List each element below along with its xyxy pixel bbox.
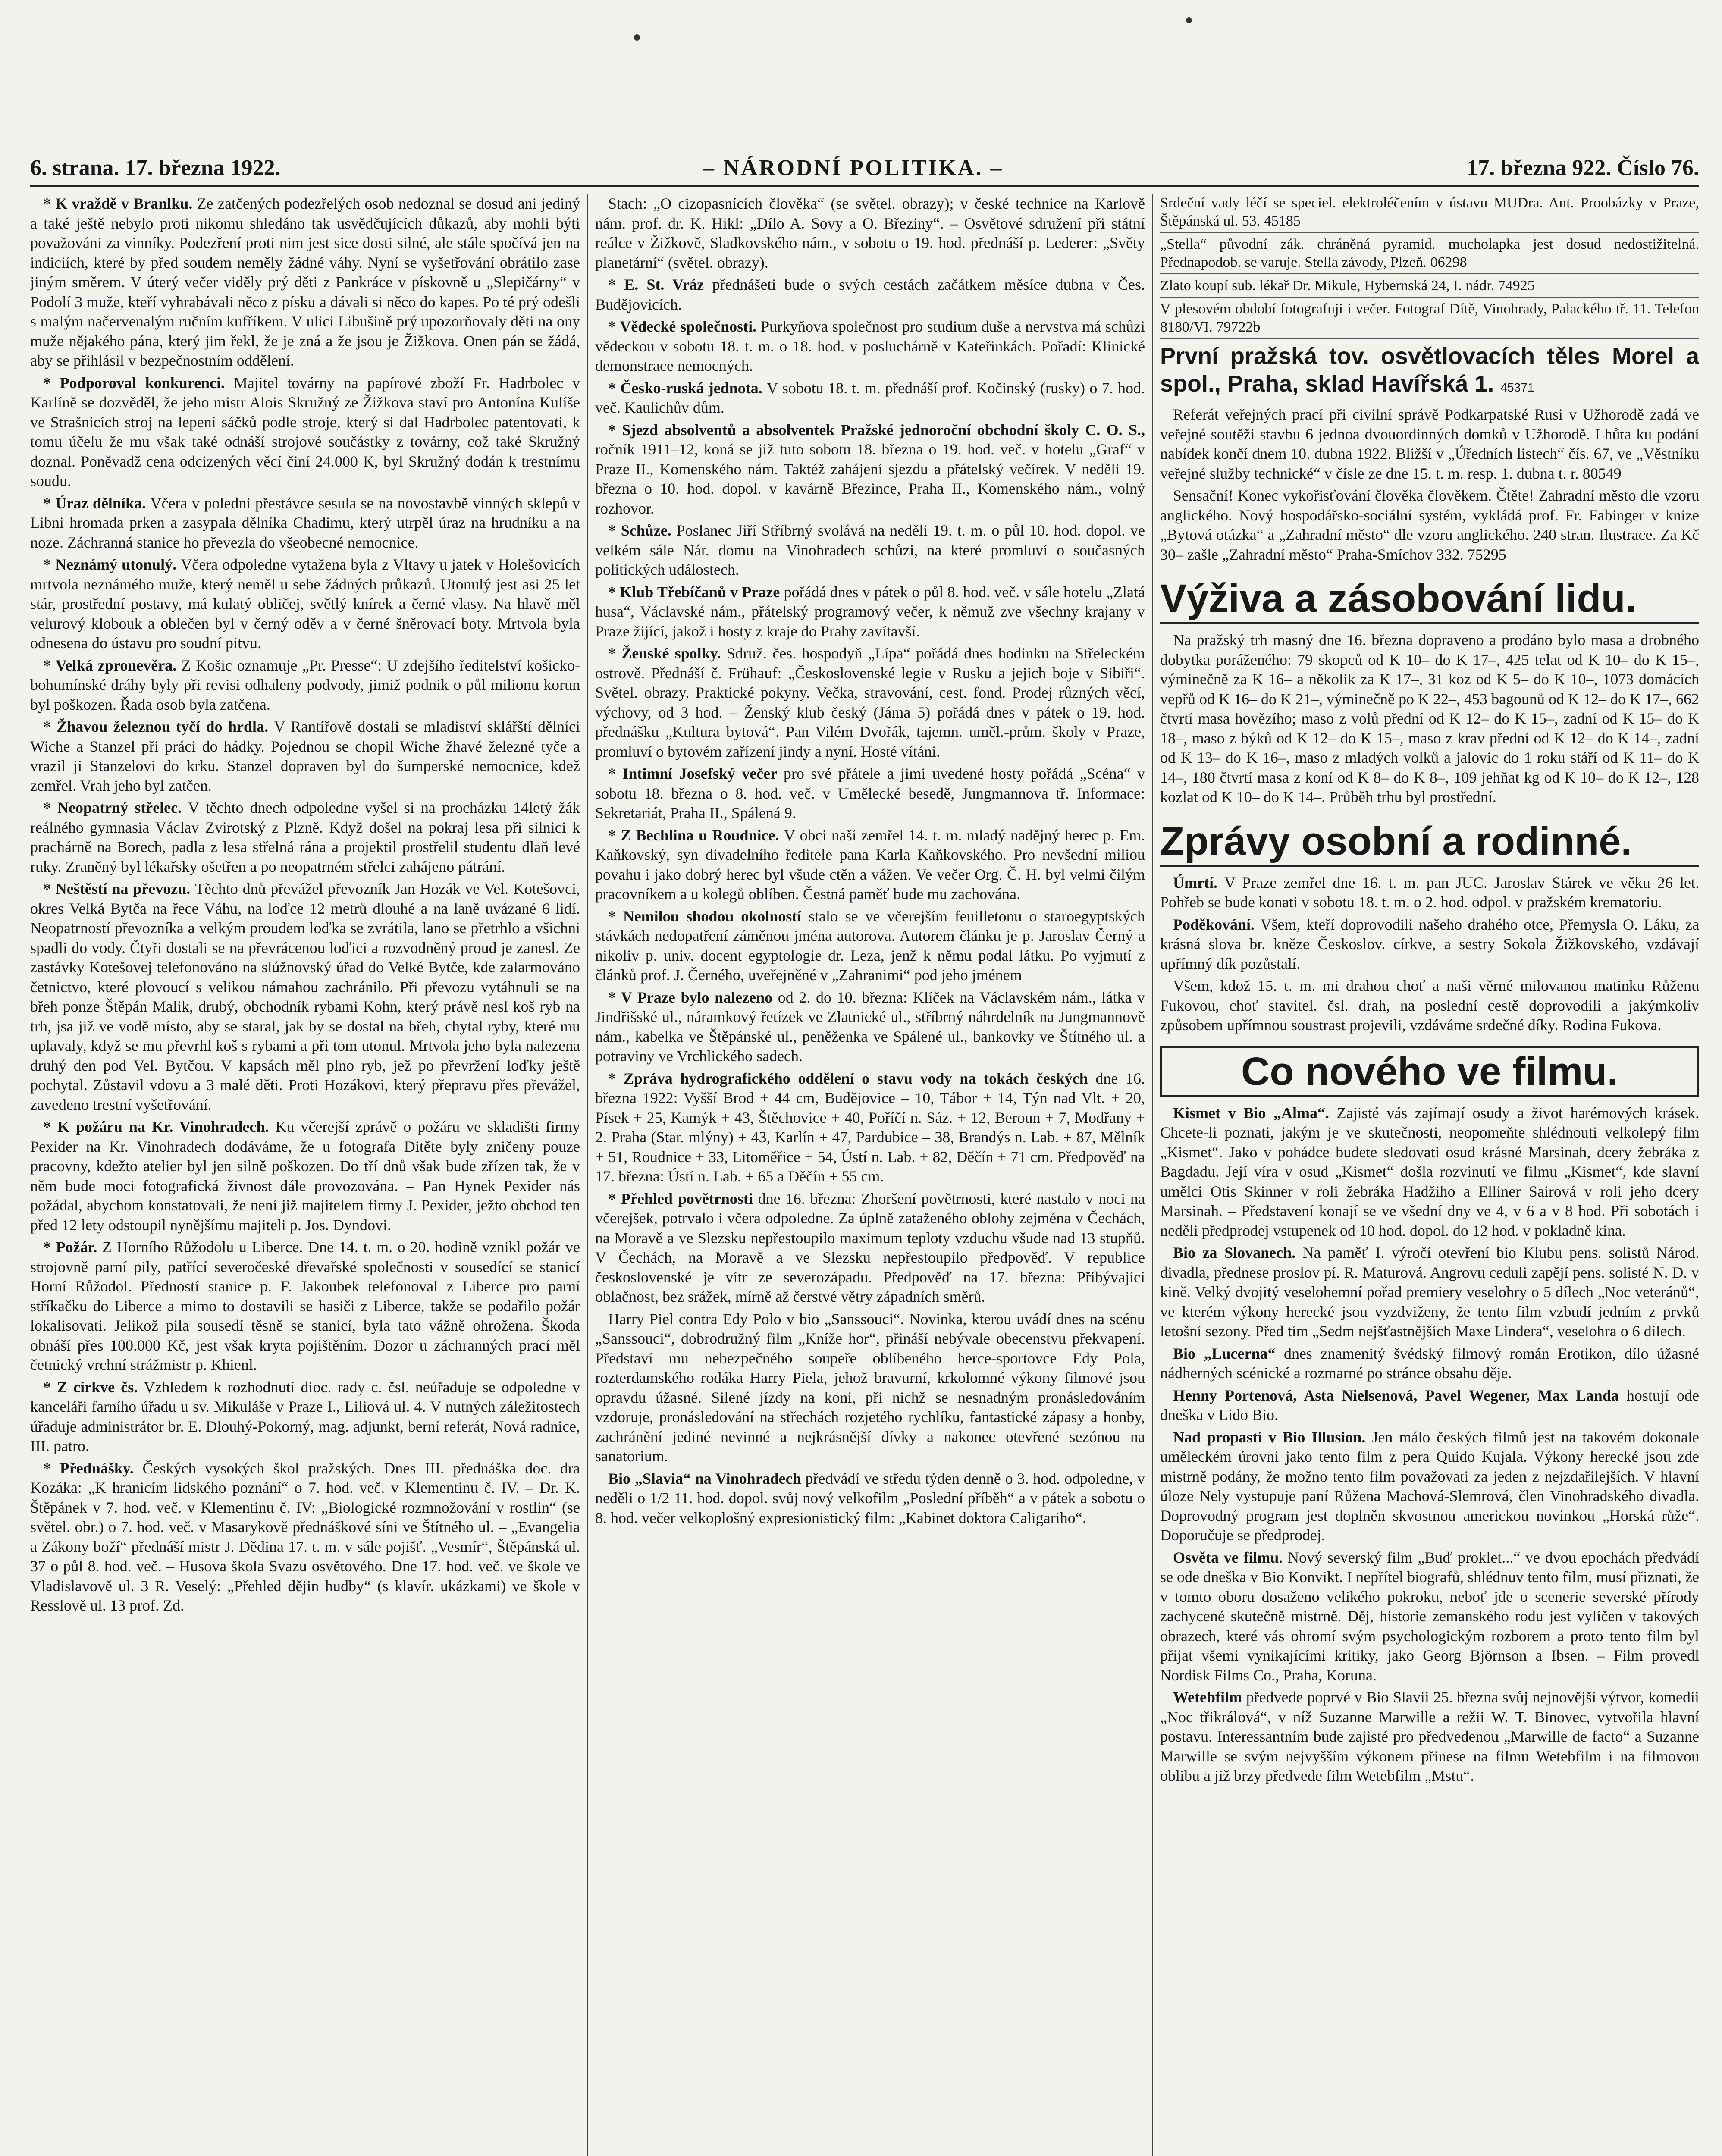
article-paragraph [595,521,1145,580]
article-paragraph [30,798,580,877]
article-text: V těchto dnech odpoledne vyšel si na procházku 14letý žák reálného gymnasia Václav Zvirotský z Plzně. Když došel na pokraj lesa při silnici k prachárně na Borech, padla z lesa střelná rána a projektil prostřelil studentu dlaň levé ruky. Zraněný byl lékařsky ošetřen a po neopatrném střelci zahájeno pátrání. [30,799,580,875]
article-text: dnes znamenitý švédský filmový román Erotikon, dílo úžasné nádherných scénické a rozmarné po stránce obsahu děje. [1160,1344,1699,1382]
article-heading: * Intimní Josefský večer [608,765,784,782]
column-1 [30,194,580,2156]
column-divider [587,194,588,2156]
ad-3: V plesovém období fotografuji i večer. Fotograf Dítě, Vinohrady, Palackého tř. 11. Telefon 8180/VI. 79722b [1160,300,1699,339]
column-2 [595,194,1145,2156]
column-3 [1160,194,1699,2156]
article-heading: * Úraz dělníka. [43,494,151,512]
article-text: hostují ode dneška v Lido Bio. [1160,1386,1699,1423]
article-heading: * V Praze bylo nalezeno [608,988,778,1006]
section-film [1160,1103,1699,1786]
article-paragraph [30,1378,580,1456]
article-paragraph [30,555,580,653]
article-paragraph [595,317,1145,376]
article-paragraph [1160,1103,1699,1241]
masthead-title: – NÁRODNÍ POLITIKA. – [703,156,1004,180]
article-text: Poslanec Jiří Stříbrný svolává na neděli 19. t. m. o půl 10. hod. dopol. ve velkém sále Nár. domu na Vinohradech schůzi, na které promluví o současných politických událostech. [595,522,1145,578]
article-text: pořádá dnes v pátek o půl 8. hod. več. v sále hotelu „Zlatá husa“, Václavské nám., přátelský programový večer, k němuž zve všechny krajany v Praze žijící, jakož i hosty z kraje do Prahy zavítavší. [595,583,1145,640]
ad-paragraph: Sensační! Konec vykořisťování člověka člověkem. Čtěte! Zahradní město dle vzoru anglického. Nový hospodářsko-sociální systém, vykládá prof. Fr. Fabinger v knize „Bytová otázka“ a „Zahradní město“ dle vzoru anglického. 240 stran. Ilustrace. Za Kč 30– zašle „Zahradní město“ Praha-Smíchov 332. 75295 [1160,487,1699,563]
article-heading: Osvěta ve filmu. [1173,1548,1288,1566]
article-paragraph [595,1189,1145,1307]
article-text: Nový severský film „Buď proklet...“ ve dvou epochách předvádí se ode dneška v Bio Konvikt. I nepřítel biografů, shlédnuv tento film, musí přiznati, že v tomto oboru dosaženo velikého pokroku, neboť jde o scenerie severské přírody zachycené skutečně mistrně. Děj, historie zemanského rodu jest vylíčen v takových obrazech, které vás ohromí svým psychologickým rozborem a proto tento film byl přijat všemi vynikajícími kritiky, jako Georg Björnson a Ibsen. – Film provedl Nordisk Films Co., Praha, Koruna. [1160,1548,1699,1684]
article-text: Stach: „O cizopasnících člověka“ (se světel. obrazy); v české technice na Karlově nám. prof. dr. K. Hikl: „Dílo A. Sovy a O. Březiny“. – Osvětové sdružení při státní reálce v Žižkově, Sladkovského nám., v sobotu o 19. hod. přednáší p. Lederer: „Světy planetární“ (světel. obrazy). [595,195,1145,271]
article-paragraph [595,1469,1145,1528]
article-text: V Rantířově dostali se mladiství sklářští dělníci Wiche a Stanzel při práci do hádky. Pojednou se chopil Wiche žhavé železné tyče a vrazil ji Stanzelovi do krku. Stanzel dopraven byl do šumperské nemocnice, kdež zemřel. Vrah jeho byl zatčen. [30,718,580,794]
article-paragraph [30,1117,580,1235]
article-text: stalo se ve včerejším feuilletonu o staroegyptských stávkách nedopatření záměnou jména autorova. Autorem článku je p. Jaroslav Černý a nikoliv p. univ. docent egyptologie dr. Leza, jenž k němu podal látku. Po vyjmutí z článků prof. J. Černého, uveřejněné v „Zahranimi“ pod jeho jménem [595,907,1145,984]
article-text: Jen málo českých filmů jest na takovém dokonale uměleckém úrovni jako tento film z pera Quido Kujala. Výkony herecké jsou zde mistrně podány, že možno tento film považovati za jeden z nejzdařilejších. V hlavní úloze Nely vystupuje paní Růžena Machová-Slemrová, člen Vinohradského divadla. Doprovodný program jest doplněn skvostnou americkou novinkou „Horská růže“. Doporučuje se předprodej. [1160,1428,1699,1544]
article-text: Majitel továrny na papírové zboží Fr. Hadrbolec v Karlíně se dozvěděl, že jeho mistr Alois Skružný ze Žižkova staví pro Antonína Kulíše ve Strašnicích stroj na lepení sáčků podle stroje, který si dal Hadrbolec patentovati, k tomu účelu že mu však také odnáší strojové součástky z továrny, což také Skružný doznal. Poněvadž cena odcizených věcí činí 24.000 K, byl Skružný dodán k trestnímu soudu. [30,374,580,489]
article-text: Z Horního Růžodolu u Liberce. Dne 14. t. m. o 20. hodině vznikl požár ve strojovně parní pily, patřící severočeské dřevařské společnosti v sousedící se stanicí Horní Růžodol. Předností stanice p. F. Jakoubek telefonoval z Liberce pro parní stříkačku do Liberce a mimo to dostavili se hasiči z Liberce, takže se podařilo požár lokalisovati. Jelikož pila sousedí těsně se stanicí, byla tato vážně ohrožena. Škoda obnáší přes 100.000 Kč, jest však kryta pojištěním. Dozor u záchranných prací měl četnický vrchní strážmistr p. Khienl. [30,1238,580,1373]
article-paragraph [30,656,580,715]
section-title-personal: Zprávy osobní a rodinné. [1160,818,1699,867]
article-text: Zajisté vás zajímají osudy a život harémových krásek. Chcete-li poznati, jakým je ve skutečnosti, neopomeňte shlédnouti velkolepý film „Kismet“. Jako v pohádce budete sledovati osud krásné Marsinah, dcery žebráka z Bagdadu. Její víra v osud „Kismet“ došla rozvinutí ve filmu „Kismet“, kde slavní umělci Otis Skinner v roli žebráka Hadžiho a Elliner Sairová v roli jeho dcery Marsinah. – Představení konají se ve všední dny ve 4, v 6 a v 8 hod. Při sobotách i neděli předprodej vstupenek od 10 hod. dopol. do 12 hod. v pokladně kina. [1160,1104,1699,1239]
article-paragraph [1160,1386,1699,1425]
scan-speck [1186,17,1192,23]
article-paragraph [1160,1344,1699,1383]
article-text: V Praze zemřel dne 16. t. m. pan JUC. Jaroslav Stárek ve věku 26 let. Pohřeb se bude konati v sobotu 18. t. m. o 2. hod. odpol. v pražském krematoriu. [1160,874,1699,911]
article-text: Těchto dnů převážel převozník Jan Hozák ve Vel. Kotešovci, okres Velká Bytča na řece Váhu, na loďce 12 metrů dlouhé a na laně uvázané 6 lidí. Neopatrností převozníka a velkým proudem loďka se zvrátila, lano se přetrhlo a všichni spadli do vody. Čtyři dostali se na převrácenou loďici a rozvodněný proud je zanesl. Ze zastávky Kotešovej telefonováno na slúžnovský úřad do Velké Bytče, kde zalarmováno četnictvo, které plovoucí s velikou námahou zachránilo. Při převozu vytáhnuli se na břeh ponze Štěpán Malik, drubý, obchodník rybami Kohn, který právě nesl koš ryb na trh, jsa již ve vodě místo, aby se staral, jak by se dostal na břeh, chytal ryby, které mu uplavaly, když se mu převrhl koš s rybami a při tom utonul. Mrtvola jeho byla nalezena druhý den pod Vel. Bytčou. V kapsách měl plno ryb, jež po převržení loďky ještě pochytal. Zůstavil vdovu a 3 malé děti. Proti Hozákovi, který přepravu přes převážel, zavedeno trestní vyšetřování. [30,880,580,1113]
article-text: přednášeti bude o svých cestách začátkem měsíce dubna v Čes. Budějovicích. [595,276,1145,313]
article-heading: * Klub Třebíčanů v Praze [608,583,784,601]
article-paragraph [595,194,1145,273]
article-text: Všem, kteří doprovodili našeho drahého otce, Přemysla O. Láku, za krásná slova br. kněze Českoslov. církve, a sestry Sokola Žižkovského, vzdávají upřímný dík pozůstalí. [1160,915,1699,972]
article-heading: * Schůze. [608,522,677,539]
article-paragraph [30,194,580,371]
article-text: předvede poprvé v Bio Slavii 25. března svůj nejnovější výtvor, komedii „Noc třikrálová“, v níž Suzanne Marwille a režii W. T. Binovec, vytvořila hlavní postavu. Interessantním bude zajisté pro předvedenou „Marwille de facto“ a Suzanne Marwille se svým nejvyšším výkonem přinese na filmu Wetebfilm i na filmovou oblibu a již brzy předvede film Wetebfilm „Mstu“. [1160,1689,1699,1784]
ad-big-code: 45371 [1500,381,1534,394]
article-text: Českých vysokých škol pražských. Dnes III. přednáška doc. dra Kozáka: „K hranicím lidského poznání“ o 7. hod. več. v Klementinu č. IV. – Dr. K. Štěpánek v 7. hod. več. v Klementinu č. IV: „Biologické rozmnožování v rostlin“ (se světel. obr.) o 7. hod. več. v Masarykově přednáškové síni ve Štítného ul. – „Evangelia a Zákony boží“ přednáší mistr J. Dědina 17. t. m. v sále pojišť. „Vesmír“, Štěpánská ul. 37 o půl 8. hod. več. – Husova škola Svazu osvětového. Dne 17. hod. več. ve škole ve Vladislavově ul. 3 R. Veselý: „Přehled dějin hudby“ (s klavír. ukázkami) ve škole v Resslově ul. 13 prof. Zd. [30,1459,580,1614]
article-heading: Bio za Slovanech. [1173,1244,1303,1261]
ad-1: „Stella“ původní zák. chráněná pyramid. mucholapka jest dosud nedostižitelná. Přednapodob. se varuje. Stella závody, Plzeň. 06298 [1160,235,1699,274]
ad-2: Zlato koupí sub. lékař Dr. Mikule, Hybernská 24, I. nádr. 74925 [1160,277,1699,298]
article-paragraph [595,420,1145,519]
article-paragraph [1160,1428,1699,1545]
article-paragraph [1160,976,1699,1035]
article-text: V sobotu 18. t. m. přednáší prof. Kočinský (rusky) o 7. hod. več. Kaulichův dům. [595,379,1145,416]
article-paragraph [30,717,580,796]
section-text-food: Na pražský trh masný dne 16. března dopraveno a prodáno bylo masa a drobného dobytka poráženého: 79 skopců od K 10– do K 17–, 425 telat od K 10– do K 15–, výminečně za K 16– a několik za K 17–, 31 koz od K 5– do K 10–, 1073 domácích vepřů od K 16– do K 21–, výminečně po K 22–, 453 bagounů od K 12– do K 17–, 662 čtvrtí masa hovězího; maso z volů přední od K 12– do K 15–, zadní od K 15– do K 18–, maso z býků od K 12– do K 15–, maso z krav přední od K 12– do K 14–, zadní od K 13– do K 16–, maso z mladých volků a jalovic do 1 roku stáří od K 11– do K 14–, 180 čtvrtí masa z koní od K 8– do K 8–, 109 jehňat kg od K 10– do K 12–, 128 kozlat od K 10– do K 14–. Průběh trhu byl prostřední. [1160,631,1699,805]
article-text: Všem, kdož 15. t. m. mi drahou choť a naši věrné milovanou matinku Růženu Fukovou, choť stavitel. čsl. drah, na poslední cestě doprovodili a jakýmkoliv způsobem upřímnou soustrast projevili, vzdáváme srdečné díky. Rodina Fukova. [1160,977,1699,1034]
article-paragraph [595,583,1145,642]
article-paragraph [595,1310,1145,1467]
article-text: pro své přátele a jimi uvedené hosty pořádá „Scéna“ v sobotu 18. března o 8. hod. več. v Umělecké besedě, Jungmannova tř. Informace: Sekretariát, Praha II., Spálená 9. [595,765,1145,821]
article-paragraph [30,494,580,553]
article-text: Purkyňova společnost pro studium duše a nervstva má schůzi vědeckou v sobotu 18. t. m. o 18. hod. v posluchárně v Kateřinkách. Pořadí: Klinické demonstrace nemocných. [595,318,1145,374]
article-text: Vzhledem k rozhodnutí dioc. rady c. čsl. neúřaduje se odpoledne v kanceláři farního úřadu u sv. Mikuláše v Praze I., Liliová ul. 4. V nutných záležitostech úřaduje administrátor br. E. Dlouhý-Pokorný, mag. adjunkt, berní referát, Nová radnice, III. patro. [30,1378,580,1454]
section-title-film: Co nového ve filmu. [1160,1046,1699,1097]
article-heading: Bio „Slavia“ na Vinohradech [608,1470,806,1487]
article-heading: * Zpráva hydrografického oddělení o stavu vody na tokách českých [608,1069,1096,1087]
ad-big [1160,342,1699,401]
article-paragraph [595,988,1145,1066]
article-text: ročník 1911–12, koná se již tuto sobotu 18. března o 19. hod. več. v hotelu „Graf“ v Praze II., Komenského nám. Taktéž zahájení sjezdu a přátelský večírek. V neděli 19. března o 10. hod. dopol. v kavárně Březince, Praha II., Komenského nám., volný rozhovor. [595,441,1145,517]
article-paragraph [1160,873,1699,912]
article-paragraph [30,1238,580,1375]
article-paragraph [30,373,580,491]
header-left: 6. strana. 17. března 1922. [30,156,281,180]
article-text: Včera v poledni přestávce sesula se na novostavbě vinných sklepů v Libni hromada prken a zasypala dělníka Chadimu, který utrpěl úraz na hrudníku a na noze. Záchranná stanice ho převezla do všeobecné nemocnice. [30,494,580,551]
article-heading: Úmrtí. [1173,874,1225,891]
article-text: Na paměť I. výročí otevření bio Klubu pens. solistů Národ. divadla, přednese proslov pí. R. Maturová. Angrovu ceduli zapějí pens. solisté N. D. v kině. Velký dvojitý veselohemní pořad premiery veselohry o 5 dílech „Noc veteránů“, ve kterém výkony herecké jsou vyzdviženy, že tento film vzbudí jedním z prvků letošní sezony. Před tím „Sedm nejšťastnějších Maxe Lindera“, veselohra o 6 dílech. [1160,1244,1699,1340]
page-header [30,155,1699,187]
article-heading: Henny Portenová, Asta Nielsenová, Pavel Wegener, Max Landa [1173,1386,1627,1404]
article-heading: * Přehled povětrnosti [608,1190,758,1207]
article-heading: * Ženské spolky. [608,645,727,662]
article-paragraph [1160,1243,1699,1341]
article-text: od 2. do 10. března: Klíček na Václavském nám., látka v Jindřišské ul., náramkový řetízek ve Zlatnické ul., stříbrný náhrdelník na Jungmannově nám., kabelka ve Štěpánské ul., peněženka ve Spálené ul., bankovky ve Štítného ul. a potraviny ve Vrchlického sadech. [595,988,1145,1065]
article-heading: * Česko-ruská jednota. [608,379,767,397]
article-paragraph [1160,1688,1699,1786]
article-paragraph [1160,1548,1699,1686]
ad-paragraph: Referát veřejných prací při civilní správě Podkarpatské Rusi v Užhorodě zadá ve veřejné soutěži stavbu 6 jednoa dvouordinných domků v Užhorodě. Lhůta ku podání nabídek končí dnem 10. dubna 1922. Bližší v „Úředních listech“ čís. 67, ve „Věstníku veřejné služby technické“ v čísle ze dne 15. t. m. resp. 1. dubna t. r. 80549 [1160,406,1699,482]
article-heading: Nad propastí v Bio Illusion. [1173,1428,1372,1446]
article-paragraph [595,907,1145,985]
column-divider [1152,194,1153,2156]
article-text: dne 16. března 1922: Vyšší Brod + 44 cm, Budějovice – 10, Tábor + 14, Týn nad Vlt. + 20, Písek + 25, Kamýk + 43, Štěchovice + 40, Poříčí n. Sáz. + 12, Beroun + 7, Modřany + 2. Praha (Star. mlýny) + 43, Karlín + 47, Pardubice – 38, Brandýs n. Lab. + 87, Mělník + 51, Roudnice + 33, Litoměřice + 54, Ústí n. Lab. + 82, Děčín + 71 cm. Předpověď na 17. března: Ústí n. Lab. + 65 a Děčín + 55 cm. [595,1069,1145,1185]
section-personal [1160,873,1699,1035]
article-heading: * K vraždě v Branlku. [43,195,197,212]
article-paragraph [30,1459,580,1616]
article-text: Z Košic oznamuje „Pr. Presse“: U zdejšího ředitelství košicko-bohumínské dráhy byly při revisi odhaleny podvody, jimiž podnik o půl milionu korun byl poškozen. Řada osob byla zatčena. [30,656,580,713]
article-heading: Bio „Lucerna“ [1173,1344,1284,1362]
article-heading: * Neopatrný střelec. [43,799,188,816]
article-heading: * Z Bechlina u Roudnice. [608,826,784,844]
article-heading: * Přednášky. [43,1459,143,1477]
article-heading: * Neštěstí na převozu. [43,880,195,897]
article-heading: * Vědecké společnosti. [608,318,761,335]
article-text: V obci naší zemřel 14. t. m. mladý nadějný herec p. Em. Kaňkovský, syn divadelního ředitele pana Karla Kaňkovského. Pro nevšední miliou povahu i jako dobrý herec byl všude ctěn a vážen. Ve večer Org. Č. H. byl velmi čilým pracovníkem a u kolegů oblíben. Čestná paměť bude mu zachována. [595,826,1145,903]
article-heading: * Sjezd absolventů a absolventek Pražské jednoroční obchodní školy C. O. S., [608,421,1145,439]
article-text: předvádí ve středu týden denně o 3. hod. odpoledne, v neděli o 1/2 11. hod. dopol. svůj nový velkofilm „Poslední příběh“ a v pátek a sobotu o 8. hod. večer velkoplošný expresionistický film: „Kabinet doktora Caligariho“. [595,1470,1145,1526]
article-text: Sdruž. čes. hospodyň „Lípa“ pořádá dnes hodinku na Střeleckém ostrově. Přednáší č. Frühauf: „Československé legie v Rusku a jejich boje v Sibiři“. Světel. obrazy. Praktické pokyny. Večka, stravování, cest. fond. Prodej různých věcí, výchovy, od 3 hod. – Ženský klub český (Jáma 5) pořádá dnes v pátek o 19. hod. přednášku „Kultura bytová“. Pan Vilém Dvořák, tajemn. uměl.-prům. školy v Praze, promluví o bytovém zařízení jindy a nyní. Hosté vítáni. [595,645,1145,760]
section-title-food: Výživa a zásobování lidu. [1160,575,1699,624]
newspaper-page [30,0,1699,2156]
article-paragraph [595,275,1145,314]
article-text: Harry Piel contra Edy Polo v bio „Sanssouci“. Novinka, kterou uvádí dnes na scénu „Sanssouci“, dobrodružný film „Kníže hor“, přináší nebývale obecenstvu překvapení. Představí mu nebezpečného soupeře oblíbeného herce-sportovce Edy Pola, rozterdamského rodáka Harry Piela, jehož bravurní, krkolomné výkony filmové jsou opravdu úžasné. Silené jízdy na koni, při nichž se nesnadným pronásledováním vzdoruje, pronásledování na střechách rozjetého rychlíku, fantastické zápasy a honby, zachránění jediné nevinné a nejkrásnější dívky a nakonec otevřené sezónou na sanatorium. [595,1310,1145,1465]
article-heading: * E. St. Vráz [608,276,712,293]
article-text: Ku včerejší zprávě o požáru ve skladišti firmy Pexider na Kr. Vinohradech dodáváme, že u fotografa Ditěte byly zničeny pouze pracovny, kdežto atelier byl jen silně poškozen. Do tří dnů však bude zřízen tak, že v něm bude moci fotografická živnost dále provozována. – Pan Hynek Pexider nás požádal, abychom konstatovali, že není již majitelem firmy J. Pexider, ježto obchod ten před 12 lety odstoupil nynějšímu majiteli p. Jos. Dyndovi. [30,1118,580,1234]
article-heading: * Z církve čs. [43,1378,144,1396]
article-paragraph [595,644,1145,761]
article-text: Ze zatčených podezřelých osob nedoznal se dosud ani jediný a také ještě nebylo proti nikomu shledáno tak usvědčujících důkazů, aby mohli býti považováni za vinníky. Podezření proti nim jest sice dosti silné, ale stále spočívá jen na indiciích, které by před soudem neměly žádné váhy. Nyní se vyšetřování obrátilo zase jiným směrem. V úterý večer viděly prý děti z Pankráce v pískovně u „Slepičárny“ v Podolí 3 muže, kteří vyhrabávali něco z písku a dávali si něco do kapes. Po té prý odešli s malým načervenalým ručním kufříkem. V ulici Libušině prý upozorňovaly děti na ony muže nějakého pána, který jim řekl, že je zná a že jsou je Žižkova. Onen pán se žádá, aby se přihlásil v bezpečnostním oddělení. [30,195,580,369]
scan-speck [634,34,640,41]
article-heading: * K požáru na Kr. Vinohradech. [43,1118,276,1135]
article-text: Včera odpoledne vytažena byla z Vltavy u jatek v Holešovicích mrtvola neznámého muže, který neměl u sebe žádných průkazů. Utonulý jest asi 25 let stár, prostřední postavy, má kulatý obličej, světlý knírek a černé vlasy. Na hlavě měl velurový klobouk a oblečen byl v černý oděv a v černé šněrovací boty. Mrtvola byla odnesena do ústavu pro soudní pitvu. [30,556,580,652]
article-heading: * Velká zpronevěra. [43,656,182,674]
header-right: 17. března 922. Číslo 76. [1467,156,1699,180]
article-heading: * Požár. [43,1238,102,1256]
article-heading: Kismet v Bio „Alma“. [1173,1104,1337,1122]
article-paragraph [595,1069,1145,1187]
ad-big-text: První pražská tov. osvětlovacích těles Morel a spol., Praha, sklad Havířská 1. [1160,343,1699,397]
article-paragraph [30,879,580,1115]
article-heading: Poděkování. [1173,915,1261,933]
article-paragraph [595,379,1145,418]
article-heading: * Žhavou železnou tyčí do hrdla. [43,718,274,735]
article-paragraph [595,764,1145,823]
article-heading: * Podporoval konkurenci. [43,374,234,392]
ad-0: Srdeční vady léčí se speciel. elektroléčením v ústavu MUDra. Ant. Proobázky v Praze, Štěpánská ul. 53. 45185 [1160,194,1699,233]
article-heading: * Nemilou shodou okolností [608,907,809,925]
article-text: dne 16. března: Zhoršení povětrnosti, které nastalo v noci na včerejšek, potrvalo i včera odpoledne. Za úplně zataženého oblohy zejména v Čechách, na Moravě a ve Slezsku nepřestoupilo maximum teploty vzduchu všude nad 13 stupňů. V Čechách, na Moravě a ve Slezsku nepřestoupilo předpověď. V republice československé je vítr ze severozápadu. Předpověď na 17. března: Přibývající oblačnost, bez srážek, mírně až čerstvé větry západních směrů. [595,1190,1145,1305]
article-heading: Wetebfilm [1173,1689,1246,1706]
article-heading: * Neznámý utonulý. [43,556,181,573]
article-paragraph [595,826,1145,904]
article-paragraph [1160,915,1699,974]
